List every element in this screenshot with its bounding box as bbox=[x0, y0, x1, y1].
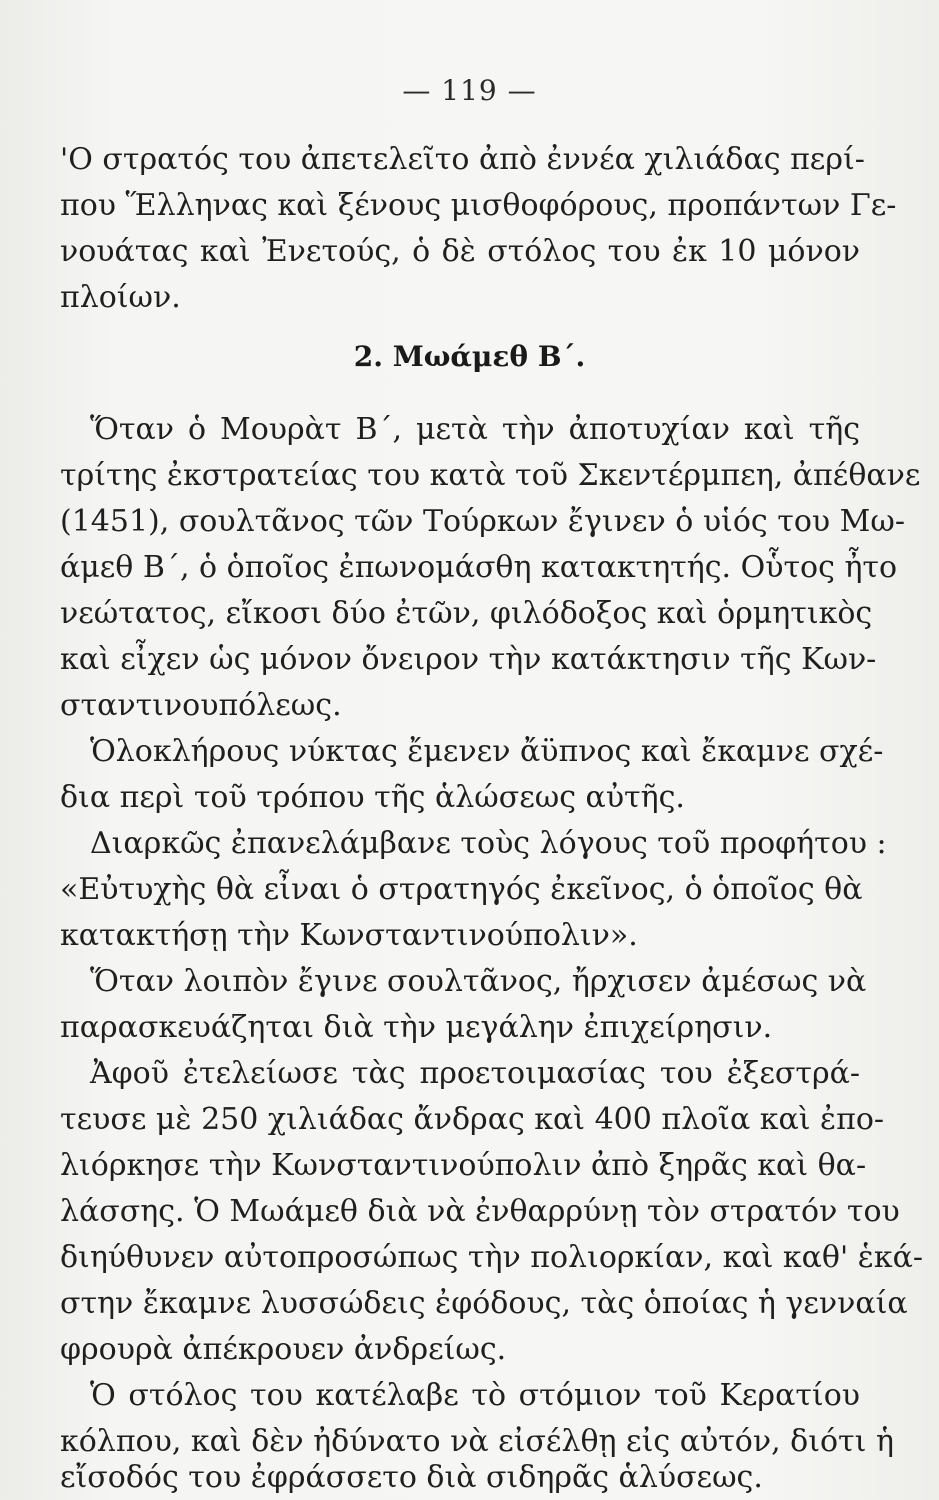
section-heading: 2. Μωάμεθ Β΄. bbox=[353, 340, 586, 373]
text-line: «Εὐτυχὴς θὰ εἶναι ὁ στρατηγός ἐκεῖνος, ὁ ὁποῖος θὰ bbox=[60, 872, 863, 907]
text-line: σταντινουπόλεως. bbox=[60, 688, 342, 723]
text-line: φρουρὰ ἀπέκρουεν ἀνδρείως. bbox=[60, 1332, 507, 1367]
text-line: Ὁ στόλος του κατέλαβε τὸ στόμιον τοῦ Κερατίου bbox=[90, 1378, 860, 1413]
text-line: 'Ο στρατός του ἀπετελεῖτο ἀπὸ ἐννέα χιλιάδας περί- bbox=[60, 142, 865, 177]
text-line: εἴσοδός του ἐφράσσετο διὰ σιδηρᾶς ἁλύσεως. bbox=[60, 1460, 763, 1495]
text-line: που Ἕλληνας καὶ ξένους μισθοφόρους, προπάντων Γε- bbox=[60, 188, 897, 223]
text-line: Διαρκῶς ἐπανελάμβανε τοὺς λόγους τοῦ προφήτου : bbox=[90, 826, 887, 861]
text-line: νουάτας καὶ Ἐνετούς, ὁ δὲ στόλος του ἐκ 10 μόνον bbox=[60, 234, 860, 269]
text-line: κατακτήσῃ τὴν Κωνσταντινούπολιν». bbox=[60, 918, 638, 953]
text-line: Ὅταν λοιπὸν ἔγινε σουλτᾶνος, ἤρχισεν ἀμέσως νὰ bbox=[90, 964, 867, 999]
text-line: διηύθυνεν αὐτοπροσώπως τὴν πολιορκίαν, καὶ καθ' ἑκά- bbox=[60, 1240, 923, 1275]
text-line: τρίτης ἐκστρατείας του κατὰ τοῦ Σκεντέρμπεη, ἀπέθανε bbox=[60, 458, 921, 493]
text-line: Ὁλοκλήρους νύκτας ἔμενεν ἄϋπνος καὶ ἔκαμνε σχέ- bbox=[90, 734, 884, 769]
text-line: Ὅταν ὁ Μουρὰτ Β΄, μετὰ τὴν ἀποτυχίαν καὶ τῆς bbox=[90, 412, 860, 447]
text-line: λάσσης. Ὁ Μωάμεθ διὰ νὰ ἐνθαρρύνῃ τὸν στρατόν του bbox=[60, 1194, 900, 1229]
text-line: λιόρκησε τὴν Κωνσταντινούπολιν ἀπὸ ξηρᾶς καὶ θα- bbox=[60, 1148, 867, 1183]
text-line: νεώτατος, εἴκοσι δύο ἐτῶν, φιλόδοξος καὶ ὁρμητικὸς bbox=[60, 596, 873, 631]
text-line: τευσε μὲ 250 χιλιάδας ἄνδρας καὶ 400 πλοῖα καὶ ἐπο- bbox=[60, 1102, 885, 1137]
text-line: καὶ εἶχεν ὡς μόνον ὄνειρον τὴν κατάκτησιν τῆς Κων- bbox=[60, 642, 877, 677]
text-line: Ἀφοῦ ἐτελείωσε τὰς προετοιμασίας του ἐξεστρά- bbox=[90, 1056, 860, 1091]
text-line: κόλπου, καὶ δὲν ἠδύνατο νὰ εἰσέλθῃ εἰς αὐτόν, διότι ἡ bbox=[60, 1424, 894, 1459]
text-line: παρασκευάζηται διὰ τὴν μεγάλην ἐπιχείρησιν. bbox=[60, 1010, 773, 1045]
text-line: δια περὶ τοῦ τρόπου τῆς ἁλώσεως αὐτῆς. bbox=[60, 780, 685, 815]
text-line: πλοίων. bbox=[60, 280, 181, 315]
text-line: άμεθ Β΄, ὁ ὁποῖος ἐπωνομάσθη κατακτητής. Οὗτος ἦτο bbox=[60, 550, 898, 585]
page-number: — 119 — bbox=[402, 74, 537, 107]
text-line: (1451), σουλτᾶνος τῶν Τούρκων ἔγινεν ὁ υἱός του Μω- bbox=[60, 504, 905, 539]
text-line: στην ἔκαμνε λυσσώδεις ἐφόδους, τὰς ὁποίας ἡ γενναία bbox=[60, 1286, 908, 1321]
